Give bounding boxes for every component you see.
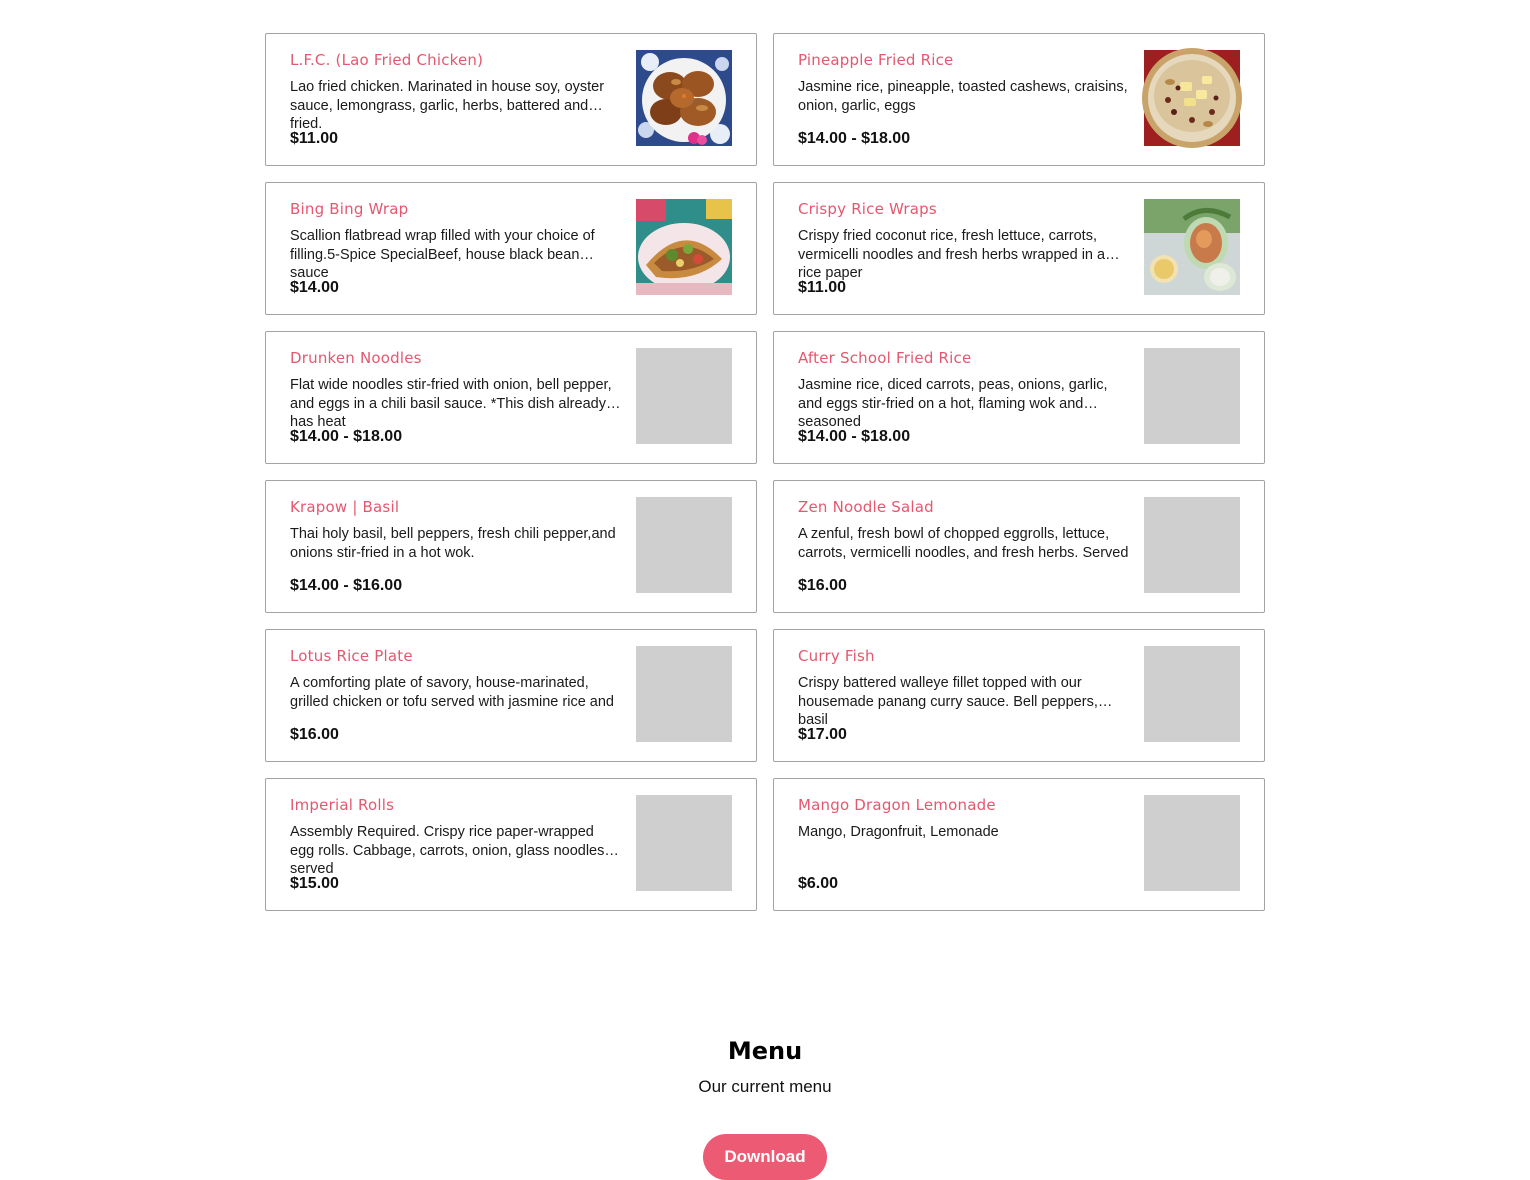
item-description: Scallion flatbread wrap filled with your choice of filling.5-Spice SpecialBeef, house black bean sauce [290, 228, 595, 281]
menu-download-section [0, 1036, 1530, 1097]
item-description: Crispy fried coconut rice, fresh lettuce, carrots, vermicelli noodles and fresh herbs wrapped in a rice paper [798, 228, 1106, 281]
item-description: A comforting plate of savory, house-marinated, grilled chicken or tofu served with jasmine rice and [290, 675, 614, 710]
menu-item-card[interactable] [773, 182, 1265, 315]
image-placeholder [636, 348, 732, 444]
item-price: $16.00 [290, 726, 339, 743]
menu-item-card[interactable] [265, 480, 757, 613]
item-price: $11.00 [290, 130, 339, 147]
item-price: $6.00 [798, 875, 839, 892]
item-price: $14.00 - $18.00 [798, 428, 911, 445]
item-title: Bing Bing Wrap [290, 200, 409, 218]
menu-item-card[interactable] [773, 629, 1265, 762]
item-description: Thai holy basil, bell peppers, fresh chili pepper,and onions stir-fried in a hot wok. [290, 526, 616, 561]
item-price: $14.00 - $18.00 [798, 130, 911, 147]
pineapple-fried-rice-photo [1144, 50, 1240, 146]
item-title: After School Fried Rice [798, 349, 972, 367]
menu-item-card[interactable] [265, 33, 757, 166]
download-button[interactable]: Download [703, 1134, 827, 1180]
section-heading: Menu [727, 1037, 803, 1065]
item-description: Jasmine rice, pineapple, toasted cashews, craisins, onion, garlic, eggs [798, 79, 1128, 114]
item-price: $14.00 - $18.00 [290, 428, 403, 445]
item-title: Pineapple Fried Rice [798, 51, 954, 69]
menu-item-card[interactable] [773, 331, 1265, 464]
menu-item-card[interactable] [265, 331, 757, 464]
image-placeholder [636, 497, 732, 593]
image-placeholder [1144, 348, 1240, 444]
image-placeholder [636, 646, 732, 742]
image-placeholder [1144, 497, 1240, 593]
item-title: Drunken Noodles [290, 349, 422, 367]
item-title: Curry Fish [798, 647, 875, 665]
item-description: Lao fried chicken. Marinated in house soy, oyster sauce, lemongrass, garlic, herbs, battered and fried. [290, 79, 605, 132]
item-title: Lotus Rice Plate [290, 647, 413, 665]
item-price: $11.00 [798, 279, 847, 296]
item-description: Mango, Dragonfruit, Lemonade [798, 824, 999, 840]
item-title: Imperial Rolls [290, 796, 395, 814]
item-price: $15.00 [290, 875, 339, 892]
menu-item-card[interactable] [265, 629, 757, 762]
item-title: Crispy Rice Wraps [798, 200, 937, 218]
image-placeholder [1144, 795, 1240, 891]
menu-item-card[interactable] [773, 778, 1265, 911]
section-subheading: Our current menu [698, 1077, 832, 1096]
menu-item-card[interactable] [773, 33, 1265, 166]
item-price: $16.00 [798, 577, 847, 594]
fried-chicken-photo [636, 50, 732, 146]
item-title: L.F.C. (Lao Fried Chicken) [290, 51, 484, 69]
menu-item-card[interactable] [265, 182, 757, 315]
item-description: Crispy battered walleye fillet topped with our housemade panang curry sauce. Bell peppers, basil [798, 675, 1098, 728]
item-description: Flat wide noodles stir-fried with onion, bell pepper, and eggs in a chili basil sauce. *This dish already has heat [290, 377, 612, 430]
crispy-rice-wraps-photo [1144, 199, 1240, 295]
item-title: Mango Dragon Lemonade [798, 796, 996, 814]
menu-item-card[interactable] [265, 778, 757, 911]
item-description: Assembly Required. Crispy rice paper-wrapped egg rolls. Cabbage, carrots, onion, glass noodles, served [290, 824, 609, 877]
image-placeholder [636, 795, 732, 891]
image-placeholder [1144, 646, 1240, 742]
menu-items-grid [265, 33, 1265, 911]
item-description: A zenful, fresh bowl of chopped eggrolls, lettuce, carrots, vermicelli noodles, and fresh herbs. Served [798, 526, 1129, 561]
bing-bing-wrap-photo [636, 199, 732, 295]
item-description: Jasmine rice, diced carrots, peas, onions, garlic, and eggs stir-fried on a hot, flaming wok and seasoned [798, 377, 1108, 430]
item-price: $14.00 [290, 279, 339, 296]
item-price: $14.00 - $16.00 [290, 577, 403, 594]
item-price: $17.00 [798, 726, 847, 743]
menu-item-card[interactable] [773, 480, 1265, 613]
item-title: Zen Noodle Salad [798, 498, 934, 516]
item-title: Krapow | Basil [290, 498, 400, 516]
